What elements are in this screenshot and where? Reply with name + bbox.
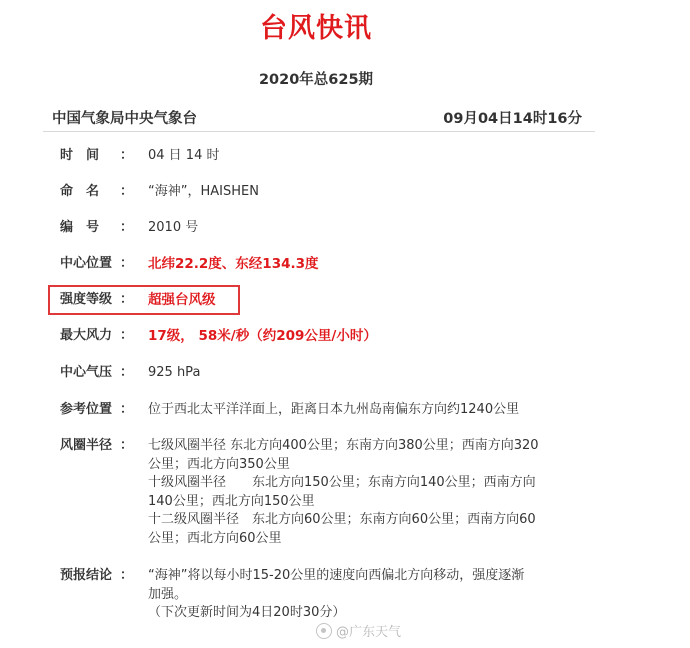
bulletin-header: [52, 107, 582, 128]
weibo-logo-icon: [316, 623, 332, 639]
field-colon: ：: [120, 438, 134, 453]
field-label: 命 名: [60, 184, 100, 199]
field-label: 风圈半径: [60, 438, 113, 453]
field-value: 位于西北太平洋洋面上，距离日本九州岛南偏东方向约1240公里: [148, 402, 520, 417]
field-label: 中心气压: [60, 365, 113, 380]
field-value: [148, 437, 573, 548]
field-label: 强度等级: [60, 292, 113, 307]
field-colon: ：: [120, 184, 134, 199]
issue-datetime: 09月04日14时16分: [443, 111, 582, 127]
field-colon: ：: [120, 220, 134, 235]
header-divider: [43, 131, 595, 132]
forecast-line: （下次更新时间为4日20时30分）: [148, 605, 346, 620]
field-label: 参考位置: [60, 402, 113, 417]
field-value: 17级， 58米/秒（约209公里/小时）: [148, 328, 377, 344]
wind-radius-line: 140公里；西北方向150公里: [148, 493, 315, 509]
wind-radius-line: 七级风圈半径 东北方向400公里；东南方向380公里；西南方向320: [148, 438, 539, 453]
field-label: 预报结论: [60, 568, 113, 583]
field-colon: ：: [120, 148, 134, 163]
field-colon: ：: [120, 292, 134, 307]
field-colon: ：: [120, 328, 134, 343]
forecast-line: 加强。: [148, 586, 188, 602]
wind-radius-line: 公里；西北方向60公里: [148, 530, 282, 546]
field-label: 时 间: [60, 148, 100, 163]
field-value: “海神”，HAISHEN: [148, 184, 259, 199]
field-label: 中心位置: [60, 256, 113, 271]
field-colon: ：: [120, 402, 134, 417]
wind-radius-line: 十级风圈半径 东北方向150公里；东南方向140公里；西南方向: [148, 475, 536, 490]
field-value: 北纬22.2度、东经134.3度: [148, 256, 319, 272]
field-colon: ：: [120, 365, 134, 380]
issue-number: 2020年总625期: [258, 72, 374, 88]
forecast-line: “海神”将以每小时15-20公里的速度向西偏北方向移动，强度逐渐: [148, 568, 525, 583]
wind-radius-line: 十二级风圈半径 东北方向60公里；东南方向60公里；西南方向60: [148, 512, 536, 527]
watermark-text: @广东天气: [336, 625, 402, 640]
field-value: [148, 567, 573, 623]
bulletin-title: 台风快讯: [260, 13, 372, 44]
field-colon: ：: [120, 568, 134, 583]
field-value: 925 hPa: [148, 365, 201, 380]
wind-radius-line: 公里；西北方向350公里: [148, 456, 290, 472]
field-label: 编 号: [60, 220, 100, 235]
field-colon: ：: [120, 256, 134, 271]
issuing-organization: 中国气象局中央气象台: [52, 111, 197, 127]
field-value: 超强台风级: [148, 292, 216, 308]
field-value: 04 日 14 时: [148, 148, 220, 163]
field-label: 最大风力: [60, 328, 113, 343]
weibo-watermark: [316, 621, 401, 640]
field-value: 2010 号: [148, 220, 199, 235]
